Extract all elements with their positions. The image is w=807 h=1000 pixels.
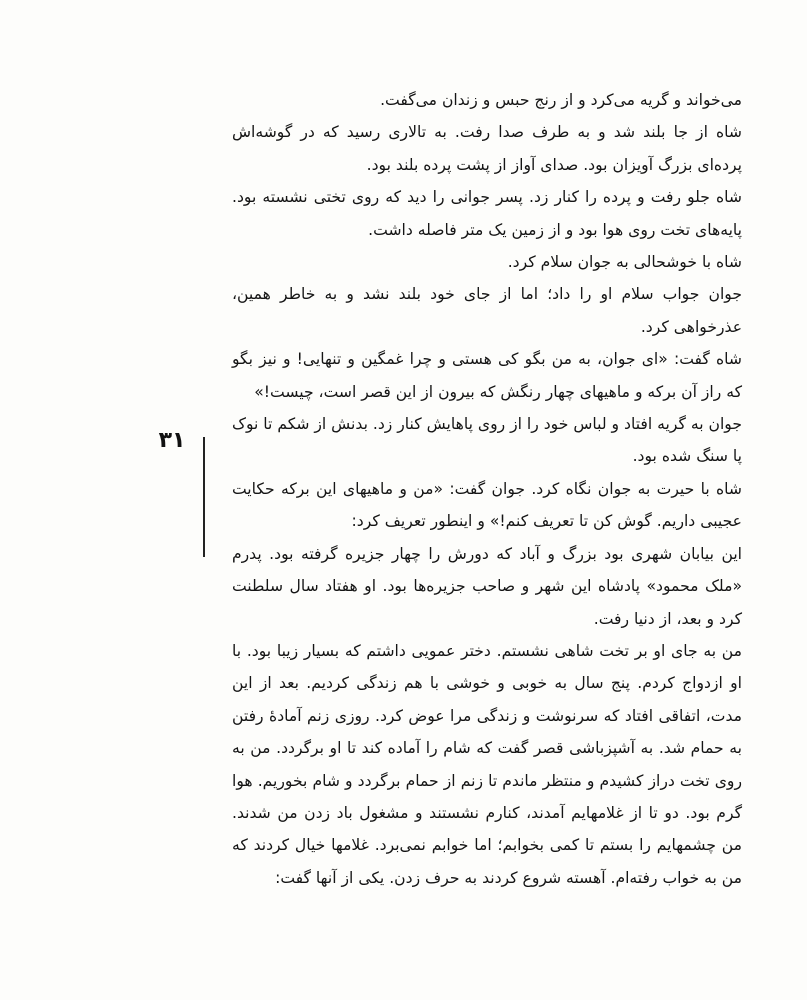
paragraph: شاه با خوشحالی به جوان سلام کرد.	[507, 253, 742, 272]
paragraph: من به جای او بر تخت شاهی نشستم. دختر عمویی داشتم که بسیار زیبا بود. با او ازدواج کردم. پنج سال به خوبی و خوشی با هم زندگی کردیم. بعد از این مدت، اتفاقی افتاد که سرنوشت و زندگی مرا عوض کرد. روزی زنم آمادهٔ رفتن به حمام شد. به آشپزباشی قصر گفت که شام را آماده کند تا او برگردد. من به روی تخت دراز کشیدم و منتظر ماندم تا زنم از حمام برگردد و شام بخوریم. هوا گرم بود. دو تا از غلامهایم آمدند، کنارم نشستند و مشغول باد زدن من شدند. من چشمهایم را بستم تا کمی بخوابم؛ اما خوابم نمی‌برد. غلامها خیال کردند که من به خواب رفته‌ام. آهسته شروع کردند به حرف زدن. یکی از آنها گفت:	[232, 641, 742, 887]
paragraph: جوان جواب سلام او را داد؛ اما از جای خود بلند نشد و به خاطر همین، عذرخواهی کرد.	[232, 285, 742, 336]
paragraph: می‌خواند و گریه می‌کرد و از رنج حبس و زندان می‌گفت.	[380, 91, 742, 109]
margin-divider	[203, 437, 205, 557]
body-text	[232, 84, 742, 894]
paragraph: شاه از جا بلند شد و به طرف صدا رفت. به تالاری رسید که در گوشه‌اش پرده‌ای بزرگ آویزان بود. صدای آواز از پشت پرده بلند بود.	[232, 123, 742, 174]
paragraph: این بیابان شهری بود بزرگ و آباد که دورش را چهار جزیره گرفته بود. پدرم «ملک محمود» پادشاه این شهر و صاحب جزیره‌ها بود. او هفتاد سال سلطنت کرد و بعد، از دنیا رفت.	[232, 544, 742, 628]
paragraph: شاه با حیرت به جوان نگاه کرد. جوان گفت: «من و ماهیهای این برکه حکایت عجیبی داریم. گوش کن تا تعریف کنم!» و اینطور تعریف کرد:	[232, 479, 742, 531]
paragraph: شاه جلو رفت و پرده را کنار زد. پسر جوانی را دید که روی تختی نشسته بود. پایه‌های تخت روی هوا بود و از زمین یک متر فاصله داشت.	[232, 188, 742, 239]
paragraph: جوان به گریه افتاد و لباس خود را از روی پاهایش کنار زد. بدنش از شکم تا نوک پا سنگ شده بود.	[231, 415, 742, 466]
page-number: ۳۱	[158, 428, 186, 453]
paragraph: شاه گفت: «ای جوان، به من بگو کی هستی و چرا غمگین و تنهایی! و نیز بگو که راز آن برکه و ماهیهای چهار رنگش که بیرون از این قصر است، چیست!»	[232, 350, 742, 401]
